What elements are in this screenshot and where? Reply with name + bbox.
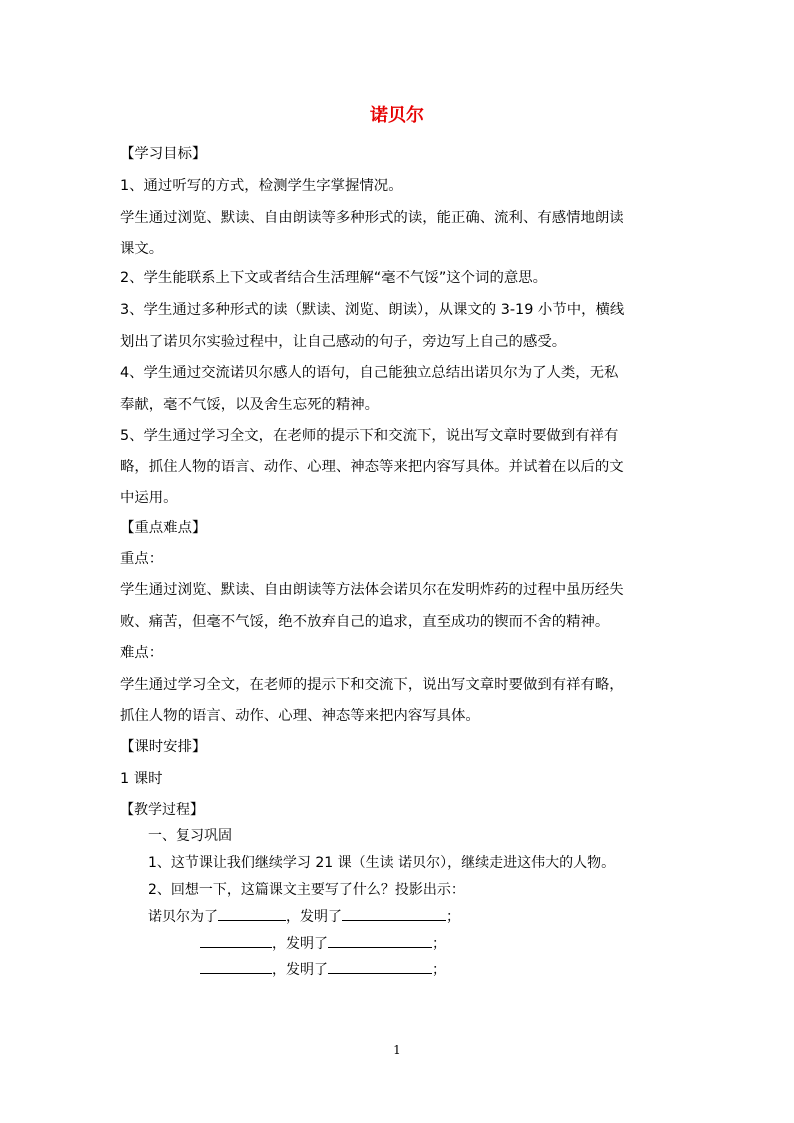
goal-4-line-1: 4、学生通过交流诺贝尔感人的语句，自己能独立总结出诺贝尔为了人类，无私: [120, 365, 619, 381]
page-title: 诺贝尔: [370, 105, 424, 126]
blank-invention-2: [328, 933, 432, 948]
fill-prefix: 诺贝尔为了: [148, 909, 218, 925]
blank-cause-2: [200, 933, 272, 948]
goal-3-line-1: 3、学生通过多种形式的读（默读、浏览、朗读），从课文的 3-19 小节中，横线: [120, 302, 625, 318]
schedule-heading: 【课时安排】: [120, 739, 207, 755]
difficulty-line-1: 学生通过学习全文，在老师的提示下和交流下，说出写文章时要做到有祥有略，: [120, 677, 624, 693]
process-heading: 【教学过程】: [120, 802, 204, 818]
key-line-2: 败、痛苦，但毫不气馁，绝不放弃自己的追求，直至成功的锲而不舍的精神。: [120, 614, 610, 630]
key-difficulty-heading: 【重点难点】: [120, 520, 207, 536]
fill-mid-3: ，发明了: [272, 962, 328, 978]
goal-5-line-1: 5、学生通过学习全文，在老师的提示下和交流下，说出写文章时要做到有祥有: [120, 428, 619, 444]
step-2: 2、回想一下，这篇课文主要写了什么？投影出示：: [148, 882, 465, 898]
key-line-1: 学生通过浏览、默读、自由朗读等方法体会诺贝尔在发明炸药的过程中虽历经失: [120, 582, 624, 598]
goal-1: 1、通过听写的方式，检测学生字掌握情况。: [120, 178, 403, 194]
fill-mid-1: ，发明了: [286, 909, 342, 925]
key-label: 重点：: [120, 551, 164, 567]
fill-line-3: [200, 959, 446, 980]
fill-end-2: ；: [432, 936, 446, 952]
blank-cause-3: [200, 959, 272, 974]
blank-invention-3: [328, 959, 432, 974]
fill-line-2: [200, 933, 446, 954]
fill-mid-2: ，发明了: [272, 936, 328, 952]
goal-1b-line-2: 课文。: [120, 241, 164, 257]
blank-invention-1: [342, 906, 446, 921]
goals-heading: 【学习目标】: [120, 146, 207, 162]
goal-3-line-2: 划出了诺贝尔实验过程中，让自己感动的句子，旁边写上自己的感受。: [120, 334, 567, 350]
step-1: 1、这节课让我们继续学习 21 课（生读 诺贝尔），继续走进这伟大的人物。: [148, 855, 616, 871]
goal-2: 2、学生能联系上下文或者结合生活理解“毫不气馁”这个词的意思。: [120, 270, 548, 286]
difficulty-line-2: 抓住人物的语言、动作、心理、神态等来把内容写具体。: [120, 708, 480, 724]
difficulty-label: 难点：: [120, 645, 164, 661]
goal-4-line-2: 奉献，毫不气馁，以及舍生忘死的精神。: [120, 397, 380, 413]
goal-5-line-3: 中运用。: [120, 490, 178, 506]
schedule-value: 1 课时: [120, 771, 163, 787]
review-heading: 一、复习巩固: [148, 828, 232, 844]
fill-line-1: [148, 906, 460, 927]
goal-5-line-2: 略，抓住人物的语言、动作、心理、神态等来把内容写具体。并试着在以后的文: [120, 459, 624, 475]
blank-cause-1: [218, 906, 286, 921]
fill-end-3: ；: [432, 962, 446, 978]
fill-end-1: ；: [446, 909, 460, 925]
page-number: 1: [393, 1043, 401, 1057]
goal-1b-line-1: 学生通过浏览、默读、自由朗读等多种形式的读，能正确、流利、有感情地朗读: [120, 210, 624, 226]
